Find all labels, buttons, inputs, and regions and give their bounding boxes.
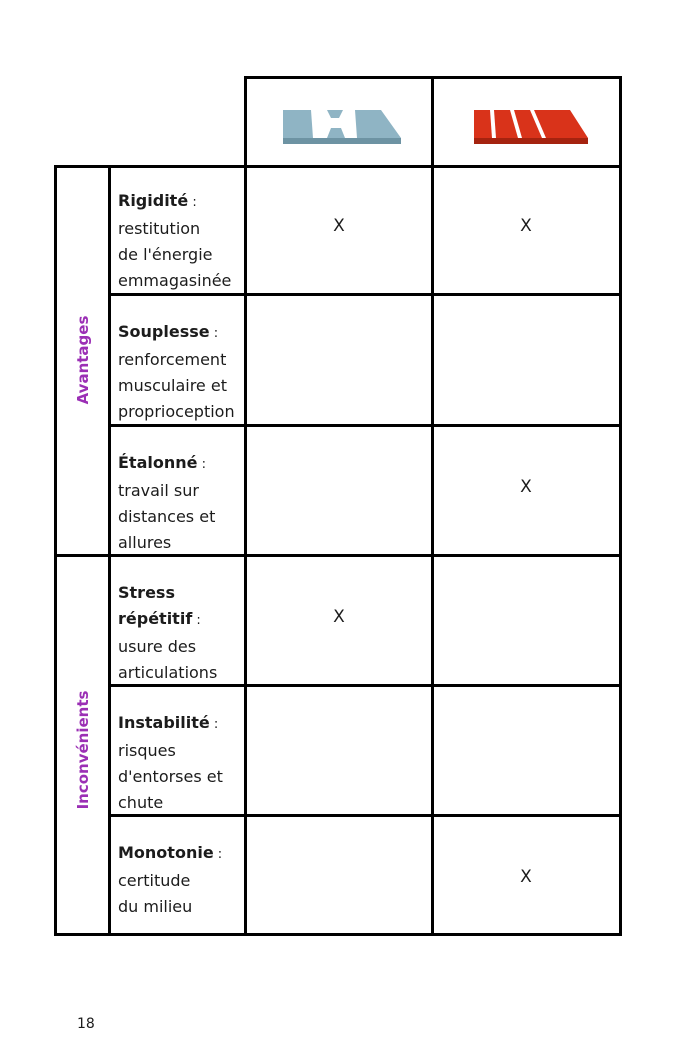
row-label-souplesse: Souplesse : renforcement musculaire et proprioception — [118, 322, 235, 421]
row-label-monotonie: Monotonie : certitude du milieu — [118, 843, 223, 916]
row-label-etalonne: Étalonné : travail sur distances et allures — [118, 453, 216, 552]
page-number: 18 — [77, 1016, 95, 1032]
red-track-stripes-icon — [472, 108, 592, 148]
group-label-advantages: Avantages — [74, 315, 92, 405]
mark-cell: X — [333, 607, 345, 627]
mark-cell: X — [520, 477, 532, 497]
gray-track-h-icon — [281, 108, 403, 148]
row-label-rigidite: Rigidité : restitution de l'énergie emmagasinée — [118, 191, 232, 290]
mark-cell: X — [520, 867, 532, 887]
row-label-instabilite: Instabilité : risques d'entorses et chute — [118, 713, 223, 812]
mark-cell: X — [333, 216, 345, 236]
row-label-stress: Stress répétitif : usure des articulations — [118, 583, 218, 682]
group-label-disadvantages: Inconvénients — [74, 690, 92, 810]
mark-cell: X — [520, 216, 532, 236]
